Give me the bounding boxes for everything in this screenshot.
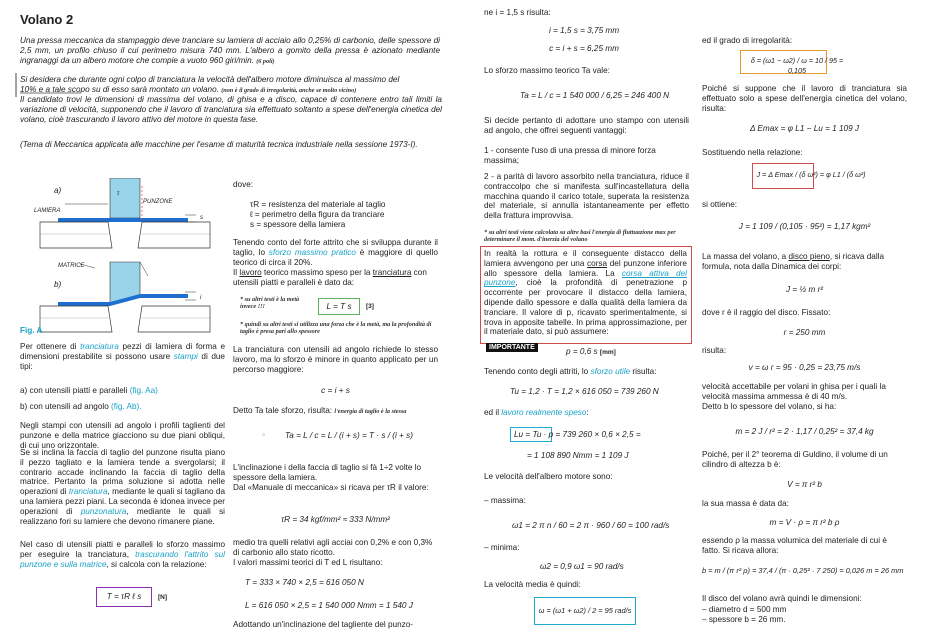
col2-paragraph-9: Adottando un'inclinazione del tagliente del punzo- [233, 620, 414, 629]
eq-omega2: ω2 = 0,9 ω1 = 90 rad/s [540, 562, 624, 571]
eq-Lu-value: = 1 108 890 Nmm = 1 109 J [527, 451, 629, 460]
formula-L: L = T s [326, 302, 352, 311]
col4-dim-2: – spessore b = 26 mm. [702, 615, 786, 624]
stamping-figure [20, 178, 225, 340]
intro-source: (Tema di Meccanica applicata alle macchine per l'esame di maturità tecnica industriale nella sessione 1973-I). [20, 140, 418, 149]
col4-paragraph-2: Poiché si suppone che il lavoro di tranciatura sia effettuato solo a spese dell'energia cinetica del volano, risulta: [702, 84, 907, 113]
figure-a-label: a) [54, 186, 62, 195]
col3-max-label: – massima: [484, 496, 526, 505]
col4-paragraph-8: velocità accettabile per volani in ghisa per i quali la velocità massima ammessa è di 40 m/s. [702, 382, 886, 401]
eq-i: i = 1,5 s = 3,75 mm [548, 26, 620, 35]
col3-paragraph-3: In realtà la rottura e il conseguente distacco della lamiera avvengono per una corsa del punzone inferiore allo spessore della lamiera. La corsa attiva del punzone, cioè la profondità di penetrazione p occorrente per provocare il distacco della lamiera, dipende dallo spessore e dalla qualità della lamiera da tranciare. Il valore di p, ricavato sperimentalmente, si trova in apposite tabelle. In prima approssimazione, per il materiale dato, si può assumere: [484, 249, 687, 337]
figure-a-flat-tools [40, 178, 210, 248]
page-title: Volano 2 [20, 12, 74, 27]
eq-omega1: ω1 = 2 π n / 60 = 2 π · 960 / 60 = 100 rad/s [512, 521, 670, 530]
intro-paragraph-1: Una pressa meccanica da stampaggio deve tranciare su lamiera di acciaio allo 0,25% di carbonio, delle spessore di 2,5 mm, un profilo chiuso il cui perimetro misura 740 mm. L'albero a gomito della pressa è azionato mediante ingranaggi da un albero motore che compie a vuoto 960 giri/min. (6 poli) [20, 36, 440, 65]
eq-v: v = ω r = 95 · 0,25 = 23,75 m/s [748, 363, 861, 372]
figure-caption: Fig. A [20, 326, 43, 335]
formula-T-unit: [N] [158, 594, 168, 601]
eq-m-rho: m = V · ρ = π r² b ρ [769, 518, 840, 527]
col2-paragraph-8: I valori massimi teorici di T ed L risultano: [233, 558, 383, 567]
punzone-label: PUNZONE [143, 199, 173, 205]
col4-paragraph-7: risulta: [702, 346, 727, 355]
eq-p: p = 0,6 s [mm] [566, 347, 616, 356]
col4-paragraph-12: essendo ρ la massa volumica del materiale di cui è fatto. Si ricava allora: [702, 536, 887, 555]
eq-delta: δ = (ω1 − ω2) / ω = 10 / 95 = 0,105 [750, 56, 844, 75]
intro-paragraph-4: Il candidato trovi le dimensioni di massima del volano, di ghisa e a disco, capace di contenere entro tali limiti la variazione di velocità, supponendo che il lavoro di tranciatura sia effettuato soltanto a spese dell'energia cinetica del volano, cioè trascurando il lavoro attivo del motore in questa fase. [20, 95, 442, 124]
col4-paragraph-6: dove r è il raggio del disco. Fissato: [702, 308, 831, 317]
col3-paragraph-4: Tenendo conto degli attriti, lo sforzo utile risulta: [484, 367, 657, 376]
eq-c-value: c = i + s = 6,25 mm [549, 44, 619, 53]
col3-paragraph-5: ed il lavoro realmente speso: [484, 408, 589, 417]
eq-T-value: T = 333 × 740 × 2,5 = 616 050 N [245, 578, 364, 587]
eq-tauR: τR = 34 kgf/mm² ≈ 333 N/mm² [281, 515, 390, 524]
col4-paragraph-11: la sua massa è data da: [702, 499, 789, 508]
col2-def-1: τR = resistenza del materiale al taglio [250, 200, 386, 209]
eq-L-value: L = 616 050 × 2,5 = 1 540 000 Nmm = 1 540 J [245, 601, 413, 610]
col3-advantage-1: 1 - consente l'uso di una pressa di minore forza massima; [484, 146, 656, 165]
eq-c: c = i + s [321, 386, 350, 395]
col2-paragraph-6: Dal «Manuale di meccanica» si ricava per τR il valore: [233, 483, 429, 492]
important-badge: IMPORTANTE [486, 343, 538, 352]
col4-paragraph-13: Il disco del volano avrà quindi le dimensioni: [702, 594, 862, 603]
col1-paragraph-3: Se si inclina la faccia di taglio del punzone risulta piano il pezzo tagliato e la lamiera tende a svergolarsi; il contrario accade inclinando la faccia di taglio della matrice. Pertanto la prima soluzione si adotta nelle operazioni di tranciatura, mediante le quali si tagliano da una lamiera pezzi piani. La seconda è idonea invece per operazioni di punzonatura, mediante le quali si realizzano fori su lamiere che devono rimanere piane. [20, 448, 226, 526]
eq-m: m = 2 J / r² = 2 · 1,17 / 0,25² = 37,4 kg [735, 427, 874, 436]
col3-paragraph-1: Lo sforzo massimo teorico Ta vale: [484, 66, 610, 75]
eq-J-mass: J = ½ m r² [785, 285, 824, 294]
col3-advantage-2: 2 - a parità di lavoro assorbito nella tranciatura, riduce il contraccolpo che si manifesta sull'incastellatura della macchina quando il carico totale, superata la resistenza del materiale, si annulla istantaneamente per effetto della frattura improvvisa. [484, 172, 689, 221]
col1-paragraph-1: Per ottenere di tranciatura pezzi di lamiera di forma e dimensioni prestabilite si possono usare stampi di due tipi: [20, 342, 226, 371]
col3-min-label: – minima: [484, 543, 520, 552]
underline-10 [20, 92, 80, 95]
col3-paragraph-7: La velocità media è quindi: [484, 580, 581, 589]
col3-paragraph-6: Le velocità dell'albero motore sono: [484, 472, 613, 481]
col4-paragraph-5: La massa del volano, a disco pieno, si ricava dalla formula, nota dalla Dinamica dei corpi: [702, 252, 885, 271]
eq-J-value: J = 1 109 / (0,105 · 95²) = 1,17 kgm² [738, 222, 871, 231]
col4-paragraph-3: Sostituendo nella relazione: [702, 148, 803, 157]
eq-deltaE: Δ Emax = φ L1 − Lu = 1 109 J [749, 124, 860, 133]
eq-V: V = π r² b [787, 480, 822, 489]
col4-dim-1: – diametro d = 500 mm [702, 605, 787, 614]
col2-paragraph-1: Tenendo conto del forte attrito che si sviluppa durante il taglio, lo sforzo massimo pratico è maggiore di quello teorico di circa il 20%. [233, 238, 438, 267]
eq-r: r = 250 mm [783, 328, 826, 337]
col3-note: * su altri testi viene calcolata su altre basi l'energia di fluttuazione max per determinare il mom. d'inerzia del volano [484, 229, 676, 243]
bullet-marker: ▫ [262, 430, 265, 439]
col2-paragraph-3: La tranciatura con utensili ad angolo richiede lo stesso lavoro, ma lo sforzo è minore in quanto applicato per un percorso maggiore: [233, 345, 438, 374]
col1-paragraph-2: Negli stampi con utensili ad angolo i profili taglienti del punzone e della matrice giacciono su due piani obliqui, di cui uno orizzontale. [20, 421, 225, 450]
eq-omega-mean: ω = (ω1 + ω2) / 2 = 95 rad/s [538, 606, 632, 615]
col1-option-b: b) con utensili ad angolo (fig. Ab). [20, 402, 142, 411]
col2-def-2: ℓ = perimetro della figura da tranciare [250, 210, 385, 219]
tau-label: τ [117, 191, 120, 197]
eq-Ta: Ta = L / c = L / (i + s) = T · s / (i + s) [285, 431, 413, 440]
eq-J-relation: J = Δ Emax / (δ ω²) = φ L1 / (δ ω²) [756, 170, 866, 179]
col2-paragraph-7: medio tra quelli relativi agli acciai con 0,2% e con 0,3% di carbonio allo stato ricotto. [233, 538, 433, 557]
col2-note-1: * su altri testi è la metà invece !!! [240, 296, 300, 310]
eq-b: b = m / (π r² ρ) = 37,4 / (π · 0,25² · 7 250) = 0,026 m = 26 mm [702, 566, 904, 575]
col1-option-a: a) con utensili piatti e paralleli (fig. Aa) [20, 386, 158, 395]
col4-paragraph-1: ed il grado di irregolarità: [702, 36, 793, 45]
col4-paragraph-4: si ottiene: [702, 200, 738, 209]
margin-bracket [14, 73, 18, 97]
col2-dove: dove: [233, 180, 254, 189]
lamiera-label: LAMIERA [34, 208, 61, 214]
formula-T: T = τR ℓ s [106, 592, 142, 601]
col2-note-2: * quindi su altri testi si utilizza una forza che è la metà, ma la profondità di taglio è presa pari allo spessore [240, 321, 432, 335]
i-label-b: i [200, 295, 202, 301]
col4-paragraph-9: Detto b lo spessore del volano, si ha: [702, 402, 837, 411]
col4-paragraph-10: Poiché, per il 2° teorema di Guldino, il volume di un cilindro di altezza b è: [702, 450, 888, 469]
col2-def-3: s = spessore della lamiera [250, 220, 346, 229]
figure-b-angled-tools [40, 262, 210, 332]
figure-b-label: b) [54, 280, 62, 289]
col2-paragraph-5: L'inclinazione i della faccia di taglio si fà 1÷2 volte lo spessore della lamiera. [233, 463, 422, 482]
formula-L-ref: [3] [366, 303, 374, 310]
matrice-label: MATRICE [58, 263, 85, 269]
intro-paragraph-3: Si desidera che durante ogni colpo di tranciatura la velocità dell'albero motore diminuisca al massimo del 10% e a tale scopo su di esso sarà montato un volano. (non è il grado di irregolarità, anche se molto vicino) [20, 75, 400, 94]
s-label-a: s [200, 215, 203, 221]
col1-paragraph-4: Nel caso di utensili piatti e paralleli lo sforzo massimo per eseguire la tranciatura, trascurando l'attrito sul punzone e sulla matrice, si calcola con la relazione: [20, 540, 225, 569]
eq-Lu: Lu = Tu · p = 739 260 × 0,6 × 2,5 = [514, 430, 641, 439]
eq-Ta-value: Ta = L / c = 1 540 000 / 6,25 = 246 400 N [520, 91, 670, 100]
eq-Tu: Tu = 1,2 · T = 1,2 × 616 050 = 739 260 N [510, 387, 659, 396]
col2-paragraph-2: Il lavoro teorico massimo speso per la tranciatura con utensili piatti e paralleli è dato da: [233, 268, 427, 287]
col3-paragraph-2: Si decide pertanto di adottare uno stampo con utensili ad angolo, che offrei seguenti vantaggi: [484, 116, 689, 135]
col3-paragraph-0: ne i = 1,5 s risulta: [484, 8, 551, 17]
col2-paragraph-4: Detto Ta tale sforzo, risulta: l'energia di taglio è la stessa [233, 406, 407, 415]
